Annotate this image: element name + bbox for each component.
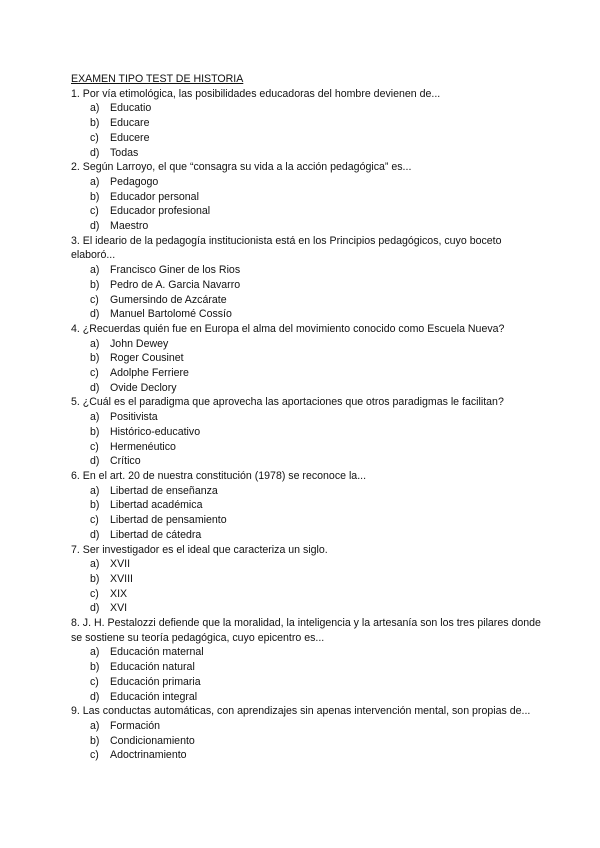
option-text: John Dewey	[110, 337, 169, 350]
option-list	[71, 410, 541, 469]
option-text: Libertad de pensamiento	[110, 514, 227, 527]
option-text: Libertad de enseñanza	[110, 484, 218, 497]
option-text: Formación	[110, 719, 161, 732]
question-9	[71, 704, 541, 763]
option-letter: b)	[90, 734, 100, 747]
option-letter: a)	[90, 484, 100, 497]
answer-option	[71, 454, 541, 469]
question-text: 4. ¿Recuerdas quién fue en Europa el alma del movimiento conocido como Escuela Nueva?	[71, 322, 505, 335]
answer-option	[71, 513, 541, 528]
option-text: Educare	[110, 117, 150, 130]
option-text: Educación primaria	[110, 675, 201, 688]
option-letter: b)	[90, 190, 100, 203]
option-text: Adolphe Ferriere	[110, 367, 189, 380]
option-letter: c)	[90, 675, 99, 688]
option-text: XIX	[110, 587, 128, 600]
option-letter: d)	[90, 528, 100, 541]
option-text: Educación maternal	[110, 646, 204, 659]
option-letter: a)	[90, 102, 100, 115]
answer-option	[71, 690, 541, 705]
option-letter: a)	[90, 264, 100, 277]
answer-option	[71, 440, 541, 455]
exam-title: EXAMEN TIPO TEST DE HISTORIA	[71, 73, 244, 85]
option-letter: c)	[90, 514, 99, 527]
question-text: 2. Según Larroyo, el que “consagra su vida a la acción pedagógica” es...	[71, 161, 412, 174]
answer-option	[71, 675, 541, 690]
answer-option	[71, 293, 541, 308]
answer-option	[71, 425, 541, 440]
answer-option	[71, 645, 541, 660]
option-letter: b)	[90, 352, 100, 365]
option-letter: a)	[90, 337, 100, 350]
option-list	[71, 645, 541, 704]
question-7	[71, 543, 541, 617]
answer-option	[71, 116, 541, 131]
answer-option	[71, 601, 541, 616]
option-letter: b)	[90, 572, 100, 585]
answer-option	[71, 175, 541, 190]
answer-option	[71, 381, 541, 396]
option-text: Positivista	[110, 411, 158, 424]
question-text: 5. ¿Cuál es el paradigma que aprovecha las aportaciones que otros paradigmas le facilitan?	[71, 396, 504, 409]
answer-option	[71, 660, 541, 675]
option-letter: d)	[90, 602, 100, 615]
option-letter: b)	[90, 117, 100, 130]
option-text: Roger Cousinet	[110, 352, 184, 365]
option-letter: d)	[90, 308, 100, 321]
option-text: Condicionamiento	[110, 734, 195, 747]
answer-option	[71, 146, 541, 161]
question-list	[71, 87, 541, 763]
question-4	[71, 322, 541, 396]
answer-option	[71, 190, 541, 205]
option-letter: a)	[90, 558, 100, 571]
option-letter: c)	[90, 293, 99, 306]
question-text: 9. Las conductas automáticas, con aprendizajes sin apenas intervención mental, son propias de...	[71, 705, 531, 718]
answer-option	[71, 278, 541, 293]
option-letter: a)	[90, 411, 100, 424]
answer-option	[71, 337, 541, 352]
option-letter: d)	[90, 146, 100, 159]
option-letter: c)	[90, 205, 99, 218]
option-text: Maestro	[110, 220, 149, 233]
option-letter: c)	[90, 749, 99, 762]
option-text: Ovide Declory	[110, 381, 177, 394]
option-text: Gumersindo de Azcárate	[110, 293, 227, 306]
question-1	[71, 87, 541, 161]
option-text: Educador profesional	[110, 205, 211, 218]
question-6	[71, 469, 541, 543]
option-list	[71, 484, 541, 543]
answer-option	[71, 557, 541, 572]
option-list	[71, 337, 541, 396]
option-text: Hermenéutico	[110, 440, 176, 453]
exam-page	[71, 72, 541, 763]
option-list	[71, 101, 541, 160]
option-letter: d)	[90, 381, 100, 394]
option-letter: a)	[90, 175, 100, 188]
option-text: Adoctrinamiento	[110, 749, 187, 762]
option-letter: c)	[90, 367, 99, 380]
answer-option	[71, 484, 541, 499]
option-text: Manuel Bartolomé Cossío	[110, 308, 232, 321]
question-2	[71, 160, 541, 234]
answer-option	[71, 587, 541, 602]
option-list	[71, 719, 541, 763]
option-letter: d)	[90, 455, 100, 468]
option-letter: a)	[90, 646, 100, 659]
option-text: Francisco Giner de los Rios	[110, 264, 241, 277]
option-text: Pedagogo	[110, 175, 159, 188]
answer-option	[71, 528, 541, 543]
answer-option	[71, 307, 541, 322]
answer-option	[71, 366, 541, 381]
question-5	[71, 395, 541, 469]
option-letter: c)	[90, 131, 99, 144]
answer-option	[71, 719, 541, 734]
option-text: Educatio	[110, 102, 152, 115]
option-letter: b)	[90, 499, 100, 512]
option-text: Educación natural	[110, 661, 195, 674]
option-letter: d)	[90, 690, 100, 703]
question-text: 3. El ideario de la pedagogía institucionista está en los Principios pedagógicos, cuyo boceto elaboró...	[71, 234, 502, 262]
option-letter: a)	[90, 719, 100, 732]
option-letter: c)	[90, 440, 99, 453]
option-letter: b)	[90, 661, 100, 674]
option-text: Educador personal	[110, 190, 199, 203]
answer-option	[71, 498, 541, 513]
option-letter: d)	[90, 220, 100, 233]
question-text: 7. Ser investigador es el ideal que caracteriza un siglo.	[71, 543, 328, 556]
question-text: 1. Por vía etimológica, las posibilidades educadoras del hombre devienen de...	[71, 87, 441, 100]
question-text: 6. En el art. 20 de nuestra constitución (1978) se reconoce la...	[71, 469, 367, 482]
answer-option	[71, 131, 541, 146]
answer-option	[71, 572, 541, 587]
answer-option	[71, 263, 541, 278]
option-text: Crítico	[110, 455, 141, 468]
option-letter: c)	[90, 587, 99, 600]
answer-option	[71, 748, 541, 763]
option-text: Libertad de cátedra	[110, 528, 202, 541]
option-text: Educación integral	[110, 690, 198, 703]
option-text: Pedro de A. Garcia Navarro	[110, 278, 241, 291]
option-text: XVII	[110, 558, 131, 571]
option-letter: b)	[90, 425, 100, 438]
option-list	[71, 557, 541, 616]
question-3	[71, 234, 541, 322]
option-list	[71, 263, 541, 322]
question-text: 8. J. H. Pestalozzi defiende que la moralidad, la inteligencia y la artesanía son los tres pilares donde se sostiene su teoría pedagógica, cuyo epicentro es...	[71, 617, 541, 644]
answer-option	[71, 219, 541, 234]
option-text: Histórico-educativo	[110, 425, 201, 438]
answer-option	[71, 410, 541, 425]
answer-option	[71, 204, 541, 219]
option-text: XVI	[110, 602, 128, 615]
question-8	[71, 616, 541, 704]
answer-option	[71, 734, 541, 749]
answer-option	[71, 101, 541, 116]
option-text: Educere	[110, 131, 150, 144]
option-text: Todas	[110, 146, 139, 159]
option-letter: b)	[90, 278, 100, 291]
option-list	[71, 175, 541, 234]
option-text: XVIII	[110, 572, 133, 585]
answer-option	[71, 351, 541, 366]
option-text: Libertad académica	[110, 499, 203, 512]
